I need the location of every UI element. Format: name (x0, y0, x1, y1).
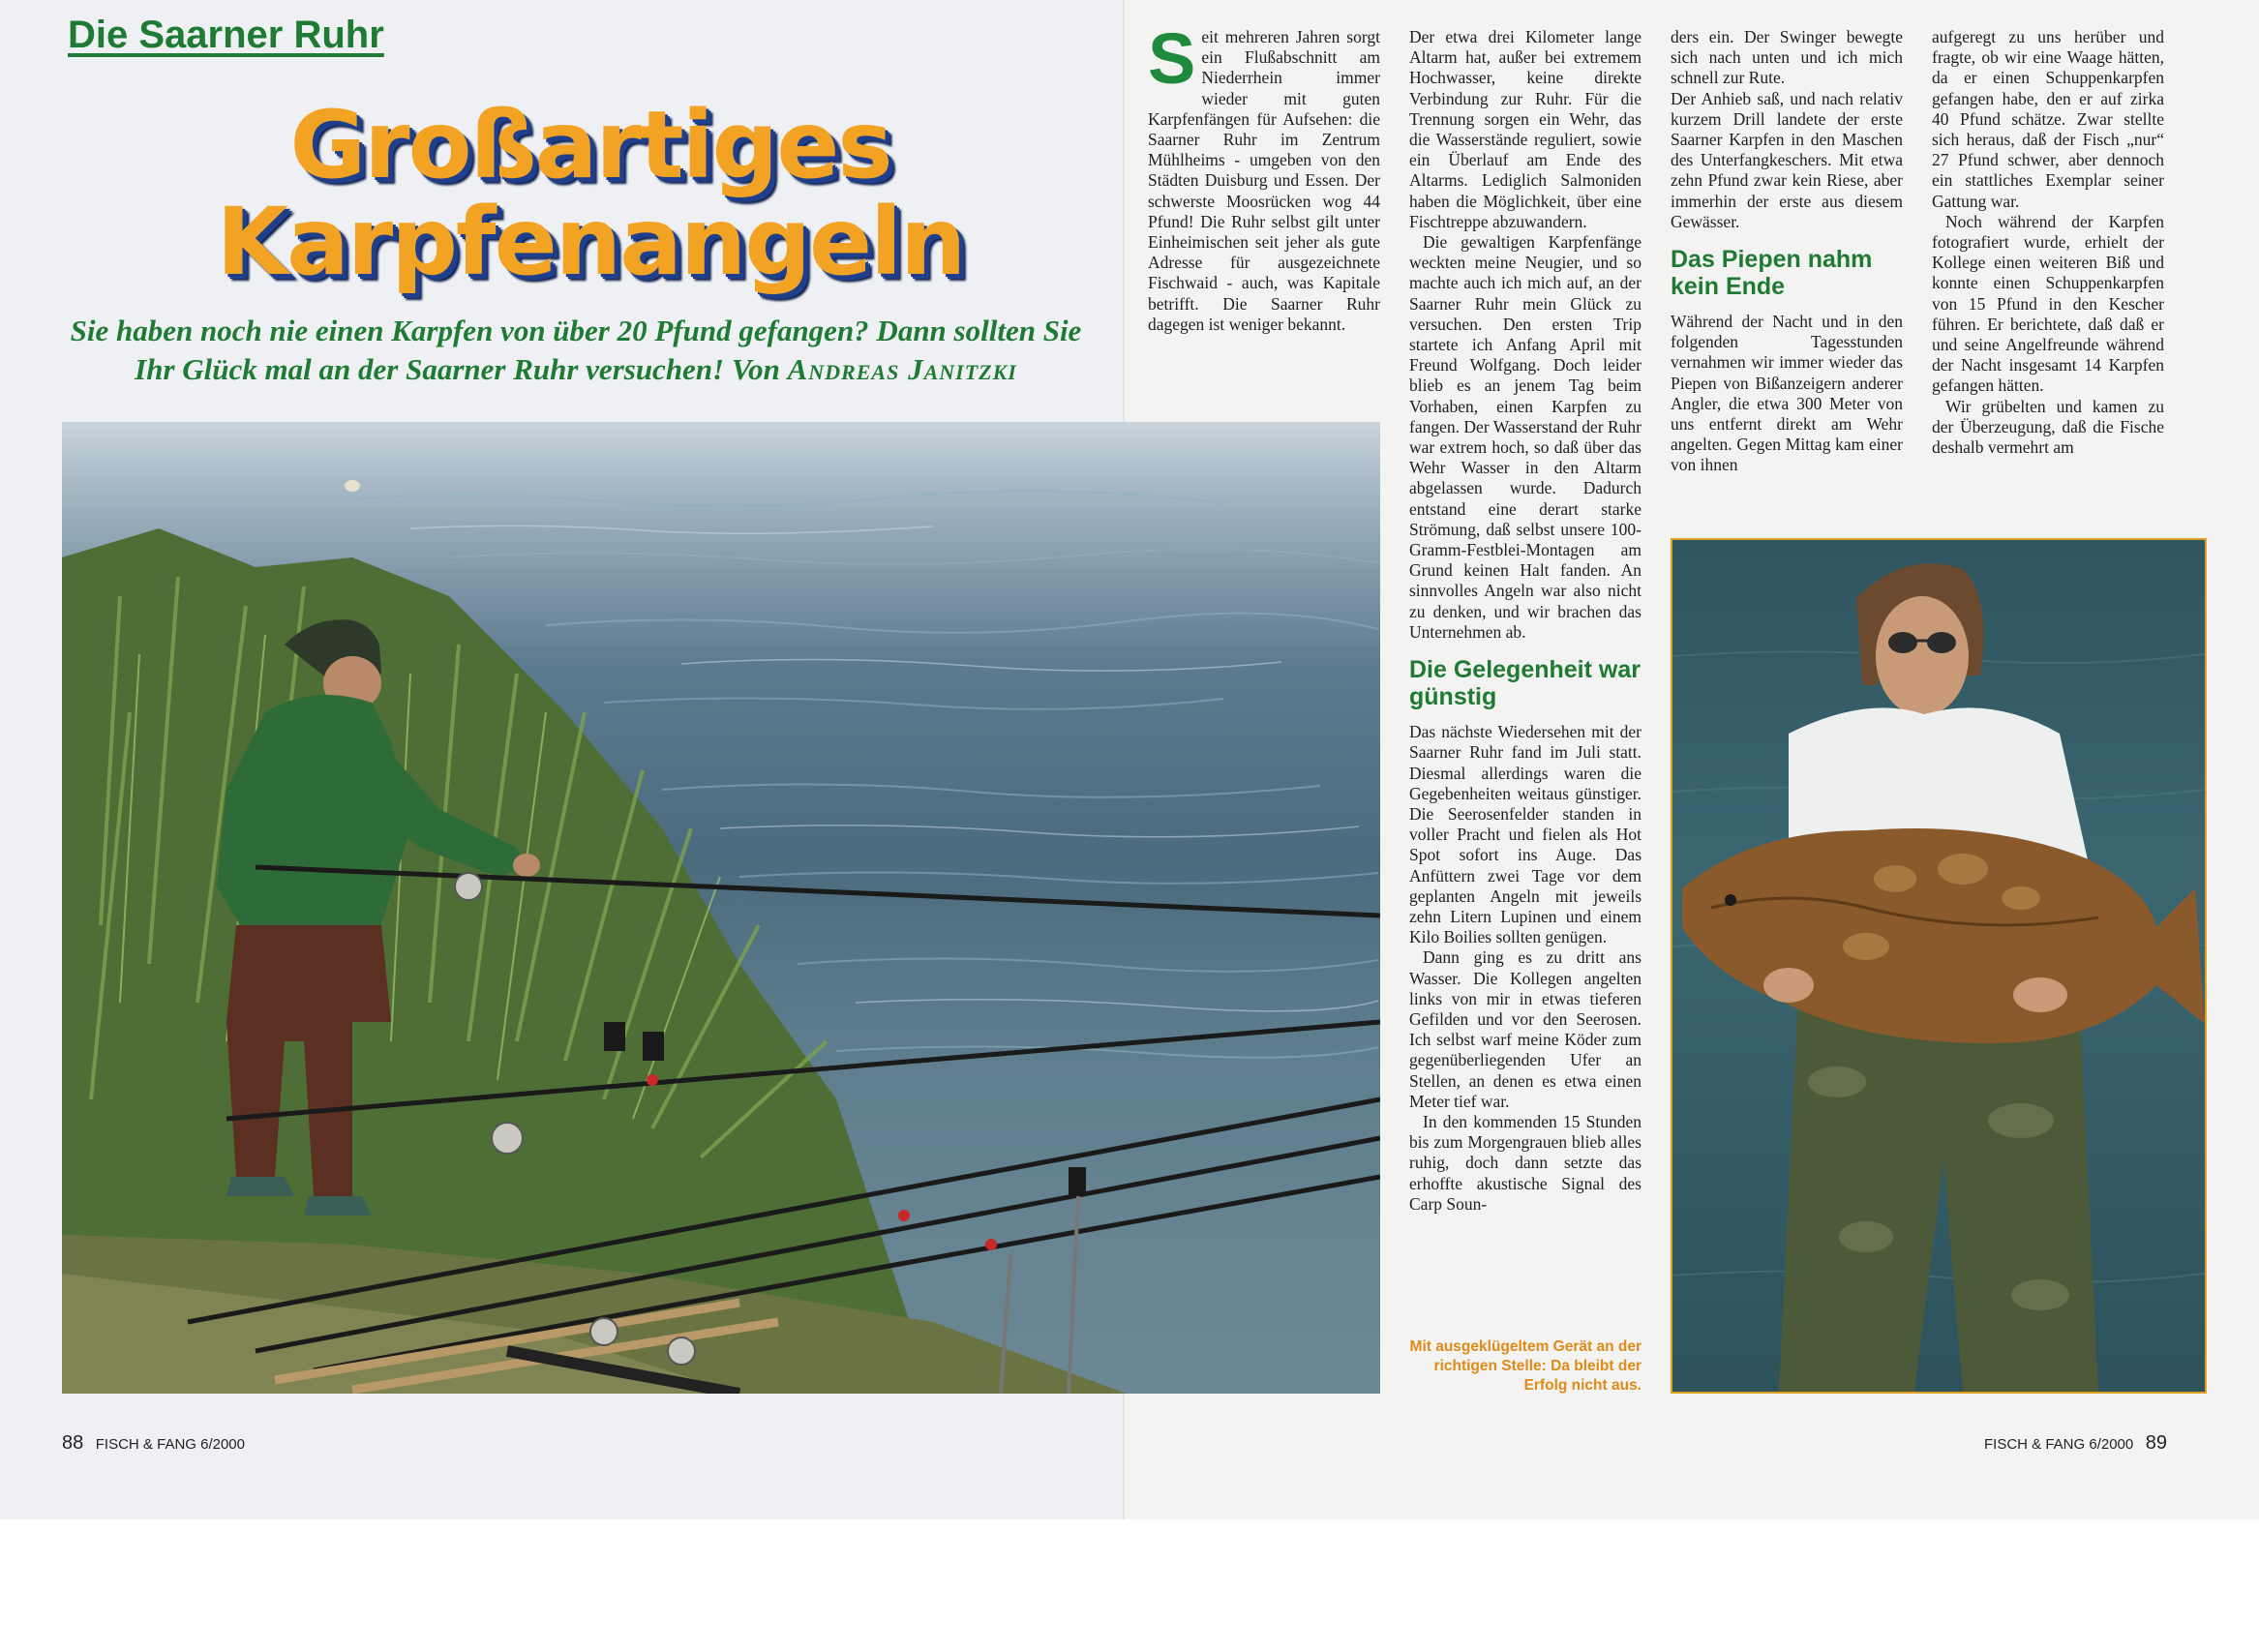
drop-cap: S (1148, 18, 1196, 99)
text-column-2 (1409, 27, 1642, 1215)
right-folio (1984, 1432, 2167, 1455)
headline-line-2: Karpfenangeln (216, 188, 965, 296)
paragraph: Während der Nacht und in den folgenden Tagesstunden vernahmen wir immer wieder das Piepen von Bißanzeigern anderer Angler, die etwa 300 Meter von uns entfernt direkt am Wehr angelten. Gegen Mittag kam einer von ihnen (1671, 312, 1903, 475)
headline-line-1: Großartiges (289, 91, 891, 199)
angler-photo (62, 422, 1380, 1394)
paragraph: Wir grübelten und kamen zu der Überzeugung, daß die Fische deshalb vermehrt am (1932, 396, 2164, 458)
angler-photo-illustration (62, 422, 1380, 1394)
magazine-issue-right: FISCH & FANG 6/2000 (1984, 1436, 2134, 1453)
page-number-right: 89 (2145, 1432, 2167, 1454)
page-number-left: 88 (62, 1432, 84, 1454)
paragraph (1148, 18, 1380, 335)
paragraph: aufgeregt zu uns herüber und fragte, ob wir eine Waage hätten, da er einen Schuppenkarpfen gefangen habe, den er auf zirka 40 Pfund schätze. Zwar stellte sich heraus, daß der Fisch „nur“ 27 Pfund schwer, aber dennoch ein stattliches Exemplar seiner Gattung war. (1932, 27, 2164, 211)
text-column-3 (1671, 27, 1903, 476)
article-deck (58, 312, 1094, 389)
paragraph: Der Anhieb saß, und nach relativ kurzem Drill landete der erste Saarner Karpfen in den Maschen des Unterfangkeschers. Mit etwa zehn Pfund zwar kein Riese, aber immerhin der erste aus diesem Gewässer. (1671, 88, 1903, 231)
photo-caption: Mit ausgeklügeltem Gerät an der richtigen Stelle: Da bleibt der Erfolg nicht aus. (1409, 1338, 1642, 1394)
carp-catch-illustration (1672, 540, 2205, 1392)
text-column-4 (1932, 27, 2164, 458)
paragraph: In den kommenden 15 Stunden bis zum Morgengrauen blieb alles ruhig, doch dann setzte das erhoffte akustische Signal des Carp Soun- (1409, 1111, 1642, 1214)
paragraph: Die gewaltigen Karpfenfänge weckten meine Neugier, und so machte auch ich mich auf, an der Saarner Ruhr mein Glück zu versuchen. Den ersten Trip startete ich Anfang April mit Freund Wolfgang. Doch leider blieb es an jenem Tag beim Vorhaben, einen Karpfen zu fangen. Der Wasserstand der Ruhr war extrem hoch, so daß über das Wehr Wasser in den Altarm abgelassen wurde. Dadurch entstand eine derart starke Strömung, daß selbst unsere 100-Gramm-Festblei-Montagen am Grund keinen Halt fanden. An sinnvolles Angeln war also nicht zu denken, und wir brachen das Unternehmen ab. (1409, 232, 1642, 642)
article-headline (203, 91, 978, 296)
text-column-1 (1148, 18, 1380, 335)
paragraph: Das nächste Wiedersehen mit der Saarner Ruhr fand im Juli statt. Diesmal allerdings waren die Gegebenheiten weitaus günstiger. Die Seerosenfelder standen in voller Pracht und fielen als Hot Spot sofort ins Auge. Das Anfüttern zwei Tage vor dem geplanten Angeln mit jeweils zehn Litern Lupinen und einem Kilo Boilies sollten genügen. (1409, 722, 1642, 947)
paragraph: Der etwa drei Kilometer lange Altarm hat, außer bei extremem Hochwasser, keine direkte Verbindung zur Ruhr. Für die Trennung sorgen ein Wehr, das die Wasserstände reguliert, sowie ein Überlauf am Ende des Altarms. Lediglich Salmoniden haben die Möglichkeit, über eine Fischtreppe abzuwandern. (1409, 27, 1642, 231)
paragraph-text: eit mehreren Jahren sorgt ein Flußabschnitt am Niederrhein immer wieder mit guten Karpfenfängen für Aufsehen: die Saarner Ruhr im Zentrum Mühlheims - umgeben von den Städten Duisburg und Essen. Der schwerste Moosrücken wog 44 Pfund! Die Ruhr selbst gilt unter Einheimischen seit jeher als gute Adresse für ausgezeichnete Fischwaid - auch, was Kapitale betrifft. Die Saarner Ruhr dagegen ist weniger bekannt. (1148, 27, 1380, 334)
magazine-issue-left: FISCH & FANG 6/2000 (95, 1436, 245, 1453)
carp-catch-photo (1671, 538, 2207, 1394)
paragraph: ders ein. Der Swinger bewegte sich nach unten und ich mich schnell zur Rute. (1671, 27, 1903, 88)
deck-text: Sie haben noch nie einen Karpfen von über 20 Pfund gefangen? Dann sollten Sie Ihr Glück mal an der Saarner Ruhr versuchen! Von (70, 314, 1082, 386)
subheading: Die Gelegenheit war günstig (1409, 656, 1641, 711)
left-folio (62, 1432, 245, 1455)
paragraph: Noch während der Karpfen fotografiert wurde, erhielt der Kollege einen weiteren Biß und konnte einen Schuppenkarpfen von 15 Pfund in den Kescher führen. Er berichtete, daß daß er und seine Angelfreunde während der Nacht insgesamt 14 Karpfen gefangen hätten. (1932, 211, 2164, 396)
author-byline: Andreas Janitzki (787, 352, 1017, 386)
paragraph: Dann ging es zu dritt ans Wasser. Die Kollegen angelten links von mir in etwas tieferen Gefilden und vor den Seerosen. Ich selbst warf meine Köder zum gegenüberliegenden Ufer an Stellen, an denen es etwa einen Meter tief war. (1409, 947, 1642, 1111)
subheading: Das Piepen nahm kein Ende (1671, 246, 1873, 301)
section-kicker: Die Saarner Ruhr (68, 14, 384, 56)
